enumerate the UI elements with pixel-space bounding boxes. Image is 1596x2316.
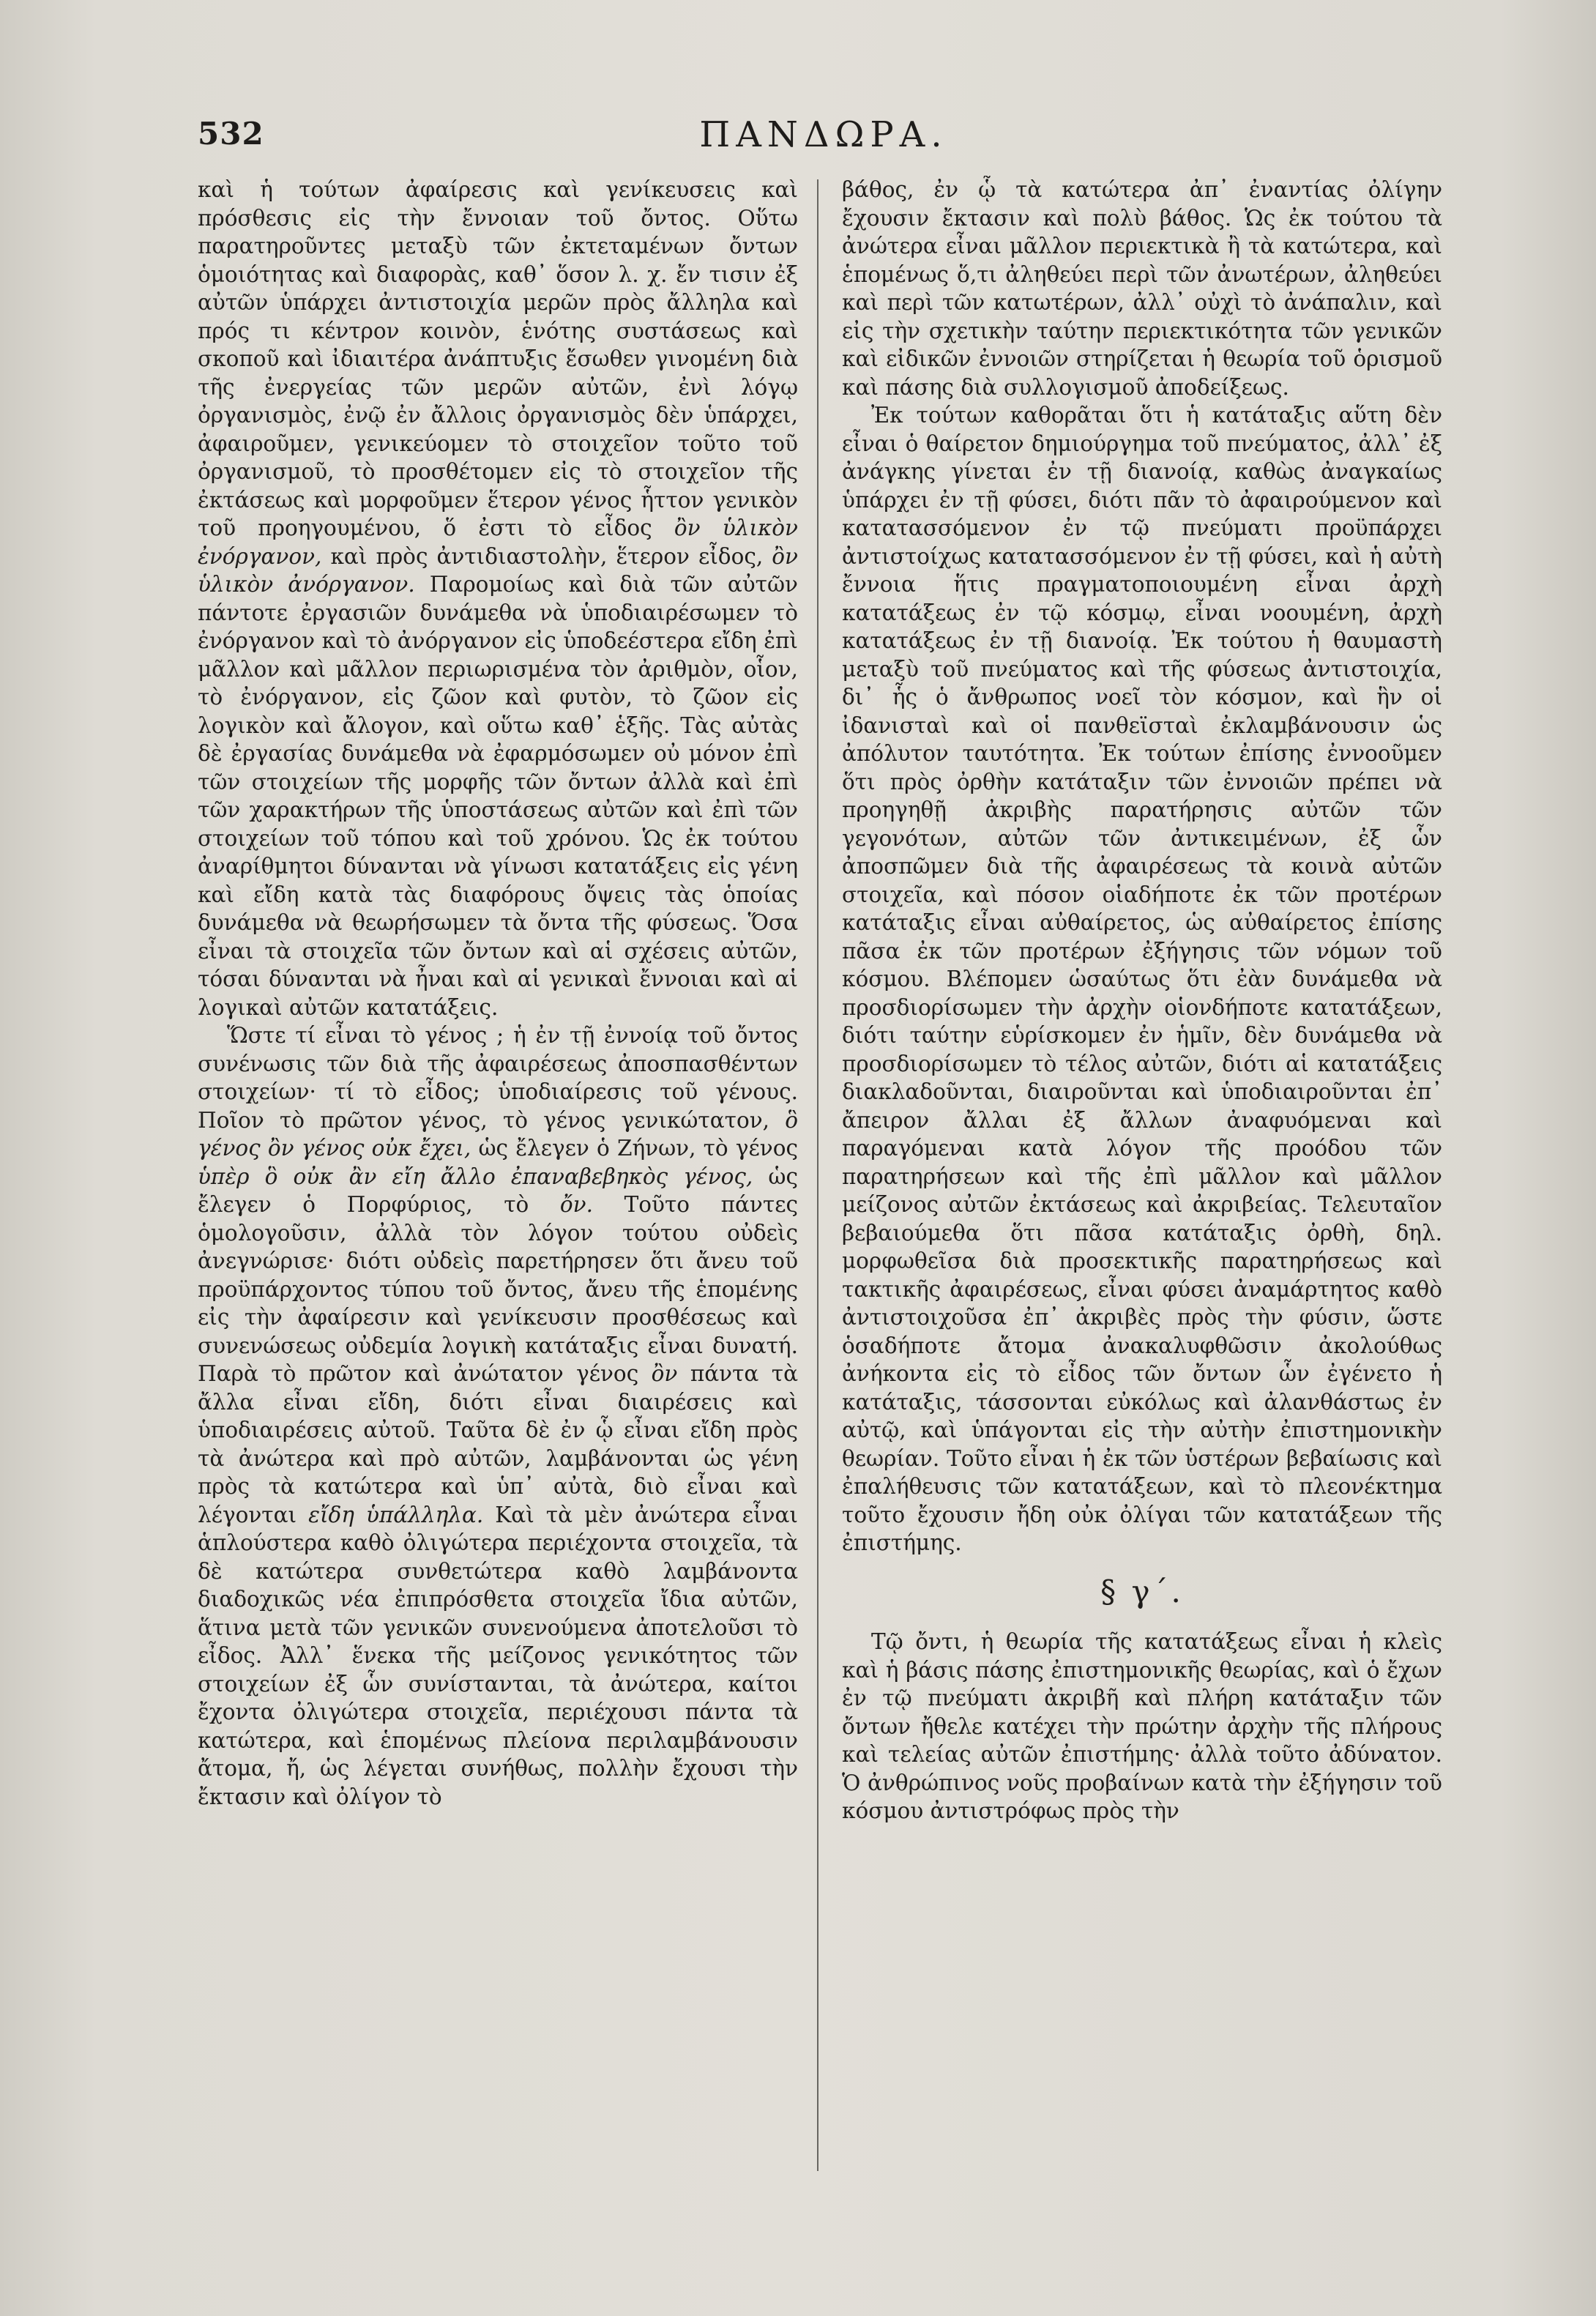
text-run: ὡς ἔλεγεν ὁ Πορφύριος, τὸ	[198, 1163, 798, 1217]
italic-run: εἴδη ὑπάλληλα.	[308, 1502, 484, 1527]
right-column	[842, 176, 1442, 2197]
italic-run: ὂν ὑλικὸν ἐνόργανον,	[198, 515, 798, 569]
text-run: καὶ πρὸς ἀντιδιαστολὴν, ἕτερον εἶδος,	[330, 543, 764, 569]
left-column	[198, 176, 798, 2197]
text-run: Παρομοίως καὶ διὰ τῶν αὐτῶν πάντοτε ἐργασιῶν δυνάμεθα νὰ ὑποδιαιρέσωμεν τὸ ἐνόργανον καὶ τὸ ἀνόργανον εἰς ὑποδεέστερα εἴδη ἐπὶ μᾶλλον καὶ μᾶλλον περιωρισμένα τὸν ἀριθμὸν, οἷον, τὸ ἐνόργανον, εἰς ζῶον καὶ φυτὸν, τὸ ζῶον εἰς λογικὸν καὶ ἄλογον, καὶ οὕτω καθ᾿ ἑξῆς. Τὰς αὐτὰς δὲ ἐργασίας δυνάμεθα νὰ ἐφαρμόσωμεν οὐ μόνον ἐπὶ τῶν στοιχείων τῆς μορφῆς τῶν ὄντων ἀλλὰ καὶ ἐπὶ τῶν χαρακτήρων τῆς ὑποστάσεως αὐτῶν καὶ ἐπὶ τῶν στοιχείων τοῦ τόπου καὶ τοῦ χρόνου. Ὡς ἐκ τούτου ἀναρίθμητοι δύνανται νὰ γίνωσι κατατάξεις εἰς γένη καὶ εἴδη κατὰ τὰς διαφόρους ὄψεις τὰς ὁποίας δυνάμεθα νὰ θεωρήσωμεν τὰ ὄντα τῆς φύσεως. Ὅσα εἶναι τὰ στοιχεῖα τῶν ὄντων καὶ αἱ σχέσεις αὐτῶν, τόσαι δύνανται νὰ ἦναι καὶ αἱ γενικαὶ ἔννοιαι καὶ αἱ λογικαὶ αὐτῶν κατατάξεις.	[198, 572, 798, 1020]
italic-run: ὑπὲρ ὃ οὐκ ἂν εἴη ἄλλο ἐπαναβεβηκὸς γένος,	[198, 1163, 753, 1189]
right-paragraph-2: Ἐκ τούτων καθορᾶται ὅτι ἡ κατάταξις αὕτη δὲν εἶναι ὁ θαίρετον δημιούργημα τοῦ πνεύματος, ἀλλ᾿ ἐξ ἀνάγκης γίνεται ἐν τῇ διανοίᾳ, καθὼς ἀναγκαίως ὑπάρχει ἐν τῇ φύσει, διότι πᾶν τὸ ἀφαιρούμενον καὶ κατατασσόμενον ἐν τῷ πνεύματι προϋπάρχει ἀντιστοίχως κατατασσόμενον ἐν τῇ φύσει, καὶ ἡ αὐτὴ ἔννοια ἥτις πραγματοποιουμένη εἶναι ἀρχὴ κατατάξεως ἐν τῷ κόσμῳ, εἶναι νοουμένη, ἀρχὴ κατατάξεως ἐν τῇ διανοίᾳ. Ἐκ τούτου ἡ θαυμαστὴ μεταξὺ τοῦ πνεύματος καὶ τῆς φύσεως ἀντιστοιχία, δι᾿ ἧς ὁ ἄνθρωπος νοεῖ τὸν κόσμον, καὶ ἣν οἱ ἰδανισταὶ καὶ οἱ πανθεϊσταὶ ἐκλαμβάνουσιν ὡς ἀπόλυτον ταυτότητα. Ἐκ τούτων ἐπίσης ἐννοοῦμεν ὅτι πρὸς ὀρθὴν κατάταξιν τῶν ἐννοιῶν πρέπει νὰ προηγηθῇ ἀκριβὴς παρατήρησις αὐτῶν τῶν γεγονότων, αὐτῶν τῶν ἀντικειμένων, ἐξ ὧν ἀποσπῶμεν διὰ τῆς ἀφαιρέσεως τὰ κοινὰ αὐτῶν στοιχεῖα, καὶ πόσον οἱαδήποτε ἐκ τῶν προτέρων κατάταξις εἶναι αὐθαίρετος, ὡς αὐθαίρετος ἐπίσης πᾶσα ἐκ τῶν προτέρων ἐξήγησις τῶν νόμων τοῦ κόσμου. Βλέπομεν ὡσαύτως ὅτι ἐὰν δυνάμεθα νὰ προσδιορίσωμεν τὴν ἀρχὴν οἱονδήποτε κατατάξεων, διότι ταύτην εὑρίσκομεν ἐν ἡμῖν, δὲν δυνάμεθα νὰ προσδιορίσωμεν τὸ τέλος αὐτῶν, διότι αἱ κατατάξεις διακλαδοῦνται, διαιροῦνται καὶ ὑποδιαιροῦνται ἐπ᾿ ἄπειρον ἄλλαι ἐξ ἄλλων ἀναφυόμεναι καὶ παραγόμεναι κατὰ λόγον τῆς προόδου τῶν παρατηρήσεων καὶ τῆς ἐπὶ μᾶλλον καὶ μᾶλλον μείζονος αὐτῶν ἐκτάσεως καὶ ἀκριβείας. Τελευταῖον βεβαιούμεθα ὅτι πᾶσα κατάταξις ὀρθὴ, δηλ. μορφωθεῖσα διὰ προσεκτικῆς παρατηρήσεως καὶ τακτικῆς ἀφαιρέσεως, εἶναι φύσει ἀναμάρτητος καθὸ ἀντιστοιχοῦσα ἐπ᾿ ἀκριβὲς πρὸς τὴν φύσιν, ὥστε ὁσαδήποτε ἄτομα ἀνακαλυφθῶσιν ἀκολούθως ἀνήκοντα εἰς τὸ εἶδος τῶν ὄντων ὧν ἐγένετο ἡ κατάταξις, τάσσονται εὐκόλως καὶ ἀλανθάστως ἐν αὐτῷ, καὶ ὑπάγονται εἰς τὴν αὐτὴν ἐπιστημονικὴν θεωρίαν. Τοῦτο εἶναι ἡ ἐκ τῶν ὑστέρων βεβαίωσις καὶ ἐπαλήθευσις τῶν κατατάξεων, καὶ τὸ πλεονέκτημα τοῦτο ἔχουσιν ἤδη οὐκ ὀλίγαι τῶν κατατάξεων τῆς ἐπιστήμης.	[842, 403, 1442, 1555]
right-paragraph-1: βάθος, ἐν ᾧ τὰ κατώτερα ἀπ᾿ ἐναντίας ὀλίγην ἔχουσιν ἔκτασιν καὶ πολὺ βάθος. Ὡς ἐκ τούτου τὰ ἀνώτερα εἶναι μᾶλλον περιεκτικὰ ἢ τὰ κατώτερα, καὶ ἑπομένως ὅ,τι ἀληθεύει περὶ τῶν ἀνωτέρων, ἀληθεύει καὶ περὶ τῶν κατωτέρων, ἀλλ᾿ οὐχὶ τὸ ἀνάπαλιν, καὶ εἰς τὴν σχετικὴν ταύτην περιεκτικότητα τῶν γενικῶν καὶ εἰδικῶν ἐννοιῶν στηρίζεται ἡ θεωρία τοῦ ὁρισμοῦ καὶ πάσης διὰ συλλογισμοῦ ἀποδείξεως.	[842, 177, 1442, 400]
page-number: 532	[198, 116, 264, 152]
italic-run: ὄν.	[559, 1192, 593, 1217]
text-run: Τοῦτο πάντες ὁμολογοῦσιν, ἀλλὰ τὸν λόγον τούτου οὐδεὶς ἀνεγνώρισε· διότι οὐδεὶς παρετήρησεν ὅτι ἄνευ τοῦ προϋπάρχοντος τύπου τοῦ ὄντος, ἄνευ τῆς ἑπομένης εἰς τὴν ἀφαίρεσιν καὶ γενίκευσιν προσθέσεως καὶ συνενώσεως οὐδεμία λογικὴ κατάταξις εἶναι δυνατή. Παρὰ τὸ πρῶτον καὶ ἀνώτατον γένος	[198, 1192, 798, 1386]
left-paragraph-2	[198, 1021, 798, 1811]
text-run: καὶ ἡ τούτων ἀφαίρεσις καὶ γενίκευσεις καὶ πρόσθεσις εἰς τὴν ἔννοιαν τοῦ ὄντος. Οὕτω παρατηροῦντες μεταξὺ τῶν ἐκτεταμένων ὄντων ὁμοιότητας καὶ διαφορὰς, καθ᾿ ὅσον λ. χ. ἔν τισιν ἐξ αὐτῶν ὑπάρχει ἀντιστοιχία μερῶν πρὸς ἄλληλα καὶ πρός τι κέντρον κοινὸν, ἑνότης συστάσεως καὶ σκοποῦ καὶ ἰδιαιτέρα ἀνάπτυξις ἔσωθεν γινομένη διὰ τῆς ἐνεργείας τῶν μερῶν αὐτῶν, ἐνὶ λόγῳ ὀργανισμὸς, ἐνῷ ἐν ἄλλοις ὀργανισμὸς δὲν ὑπάρχει, ἀφαιροῦμεν, γενικεύομεν τὸ στοιχεῖον τοῦτο τοῦ ὀργανισμοῦ, τὸ προσθέτομεν εἰς τὸ στοιχεῖον τῆς ἐκτάσεως καὶ μορφοῦμεν ἕτερον γένος ἧττον γενικὸν τοῦ προηγουμένου, ὅ ἐστι τὸ εἶδος	[198, 177, 798, 540]
text-run: πάντα τὰ ἄλλα εἶναι εἴδη, διότι εἶναι διαιρέσεις καὶ ὑποδιαιρέσεις αὐτοῦ. Ταῦτα δὲ ἐν ᾧ εἶναι εἴδη πρὸς τὰ ἀνώτερα καὶ πρὸ αὐτῶν, λαμβάνονται ὡς γένη πρὸς τὰ κατώτερα καὶ ὑπ᾿ αὐτὰ, διὸ εἶναι καὶ λέγονται	[198, 1361, 798, 1527]
right-paragraph-3: Τῷ ὄντι, ἡ θεωρία τῆς κατατάξεως εἶναι ἡ κλεὶς καὶ ἡ βάσις πάσης ἐπιστημονικῆς θεωρίας, καὶ ὁ ἔχων ἐν τῷ πνεύματι ἀκριβῆ καὶ πλήρη κατάταξιν τῶν ὄντων ἤθελε κατέχει τὴν πρώτην ἀρχὴν τῆς πλήρους καὶ τελείας αὐτῶν ἐπιστήμης· ἀλλὰ τοῦτο ἀδύνατον. Ὁ ἀνθρώπινος νοῦς προβαίνων κατὰ τὴν ἐξήγησιν τοῦ κόσμου ἀντιστρόφως πρὸς τὴν	[842, 1629, 1442, 1823]
italic-run: ὃ γένος ὂν γένος οὐκ ἔχει,	[198, 1107, 798, 1161]
text-run: ὡς ἔλεγεν ὁ Ζήνων, τὸ γένος	[478, 1136, 798, 1161]
journal-title: ΠΑΝΔΩΡΑ.	[699, 114, 948, 155]
left-paragraph-1	[198, 176, 798, 1021]
italic-run: ὂν	[651, 1361, 678, 1386]
column-divider	[817, 179, 818, 2171]
text-run: Καὶ τὰ μὲν ἀνώτερα εἶναι ἁπλούστερα καθὸ ὀλιγώτερα περιέχοντα στοιχεῖα, τὰ δὲ κατώτερα συνθετώτερα καθὸ λαμβάνοντα διαδοχικῶς νέα ἐπιπρόσθετα στοιχεῖα ἴδια αὐτῶν, ἅτινα μετὰ τῶν γενικῶν συνενούμενα ἀποτελοῦσι τὸ εἶδος. Ἀλλ᾿ ἕνεκα τῆς μείζονος γενικότητος τῶν στοιχείων ἐξ ὧν συνίστανται, τὰ ἀνώτερα, καίτοι ἔχοντα ὀλιγώτερα στοιχεῖα, περιέχουσι πάντα τὰ κατώτερα, καὶ ἑπομένως πλείονα περιλαμβάνουσιν ἄτομα, ἤ, ὡς λέγεται συνήθως, πολλὴν ἔχουσι τὴν ἔκτασιν καὶ ὀλίγον τὸ	[198, 1502, 798, 1809]
page-header	[198, 110, 1450, 168]
italic-run: ὂν ὑλικὸν ἀνόργανον.	[198, 543, 798, 597]
text-run: Ὥστε τί εἶναι τὸ γένος ; ἡ ἐν τῇ ἐννοίᾳ τοῦ ὄντος συνένωσις τῶν διὰ τῆς ἀφαιρέσεως ἀποσπασθέντων στοιχείων· τί τὸ εἶδος; ὑποδιαίρεσις τοῦ γένους. Ποῖον τὸ πρῶτον γένος, τὸ γένος γενικώτατον,	[198, 1023, 798, 1133]
section-heading: § γ΄.	[1100, 1573, 1184, 1609]
